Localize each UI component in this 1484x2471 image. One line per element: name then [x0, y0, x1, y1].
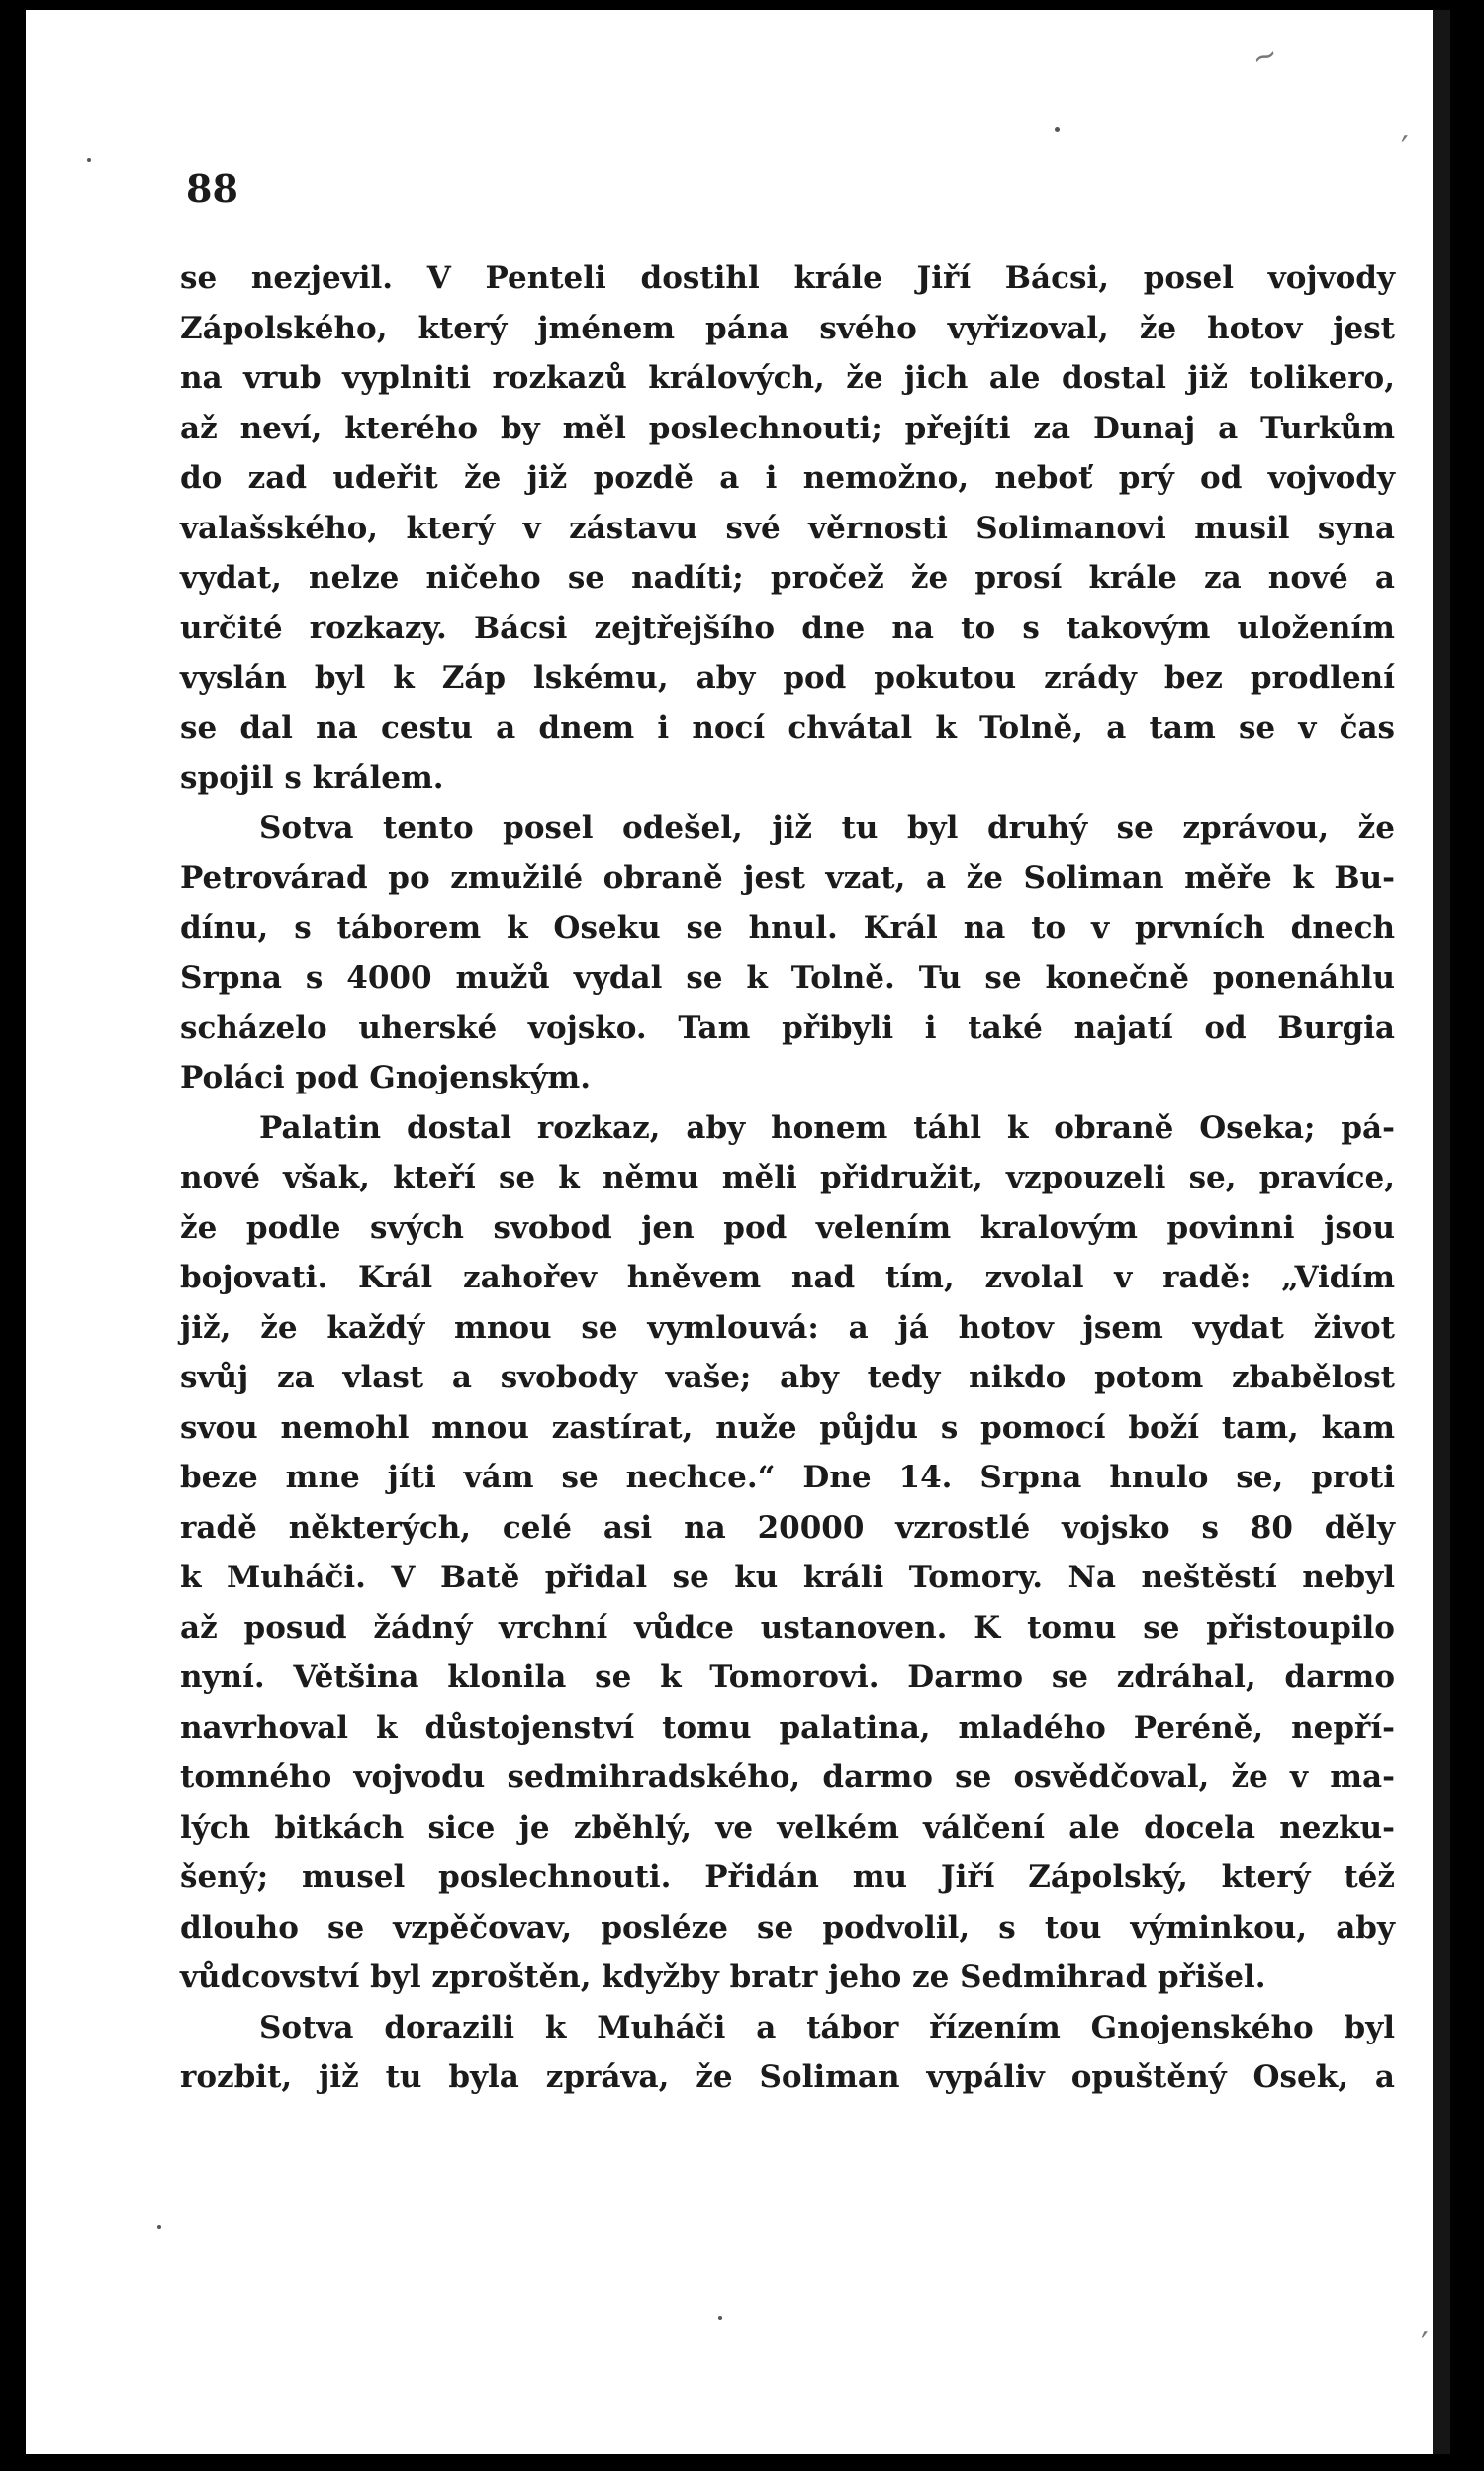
text-line: dínu, s táborem k Oseku se hnul. Král na to v prvních dnech: [180, 909, 1395, 946]
paragraph-2: [180, 804, 1395, 1103]
text-line: Poláci pod Gnojenským.: [180, 1060, 591, 1095]
text-line: scházelo uherské vojsko. Tam přibyli i také najatí od Burgia: [180, 1009, 1395, 1046]
scan-mark: ′: [1421, 2326, 1429, 2365]
book-page: [26, 10, 1450, 2454]
text-line: se nezjevil. V Penteli dostihl krále Jiří Bácsi, posel vojvody: [180, 260, 1395, 296]
text-line: že podle svých svobod jen pod velením kralovým povinni jsou: [180, 1209, 1395, 1246]
text-line: rozbit, již tu byla zpráva, že Soliman vypáliv opuštěný Osek, a: [180, 2059, 1395, 2095]
text-line: svůj za vlast a svobody vaše; aby tedy nikdo potom zbabělost: [180, 1360, 1395, 1395]
text-line: spojil s králem.: [180, 760, 444, 796]
paragraph-4: [180, 2003, 1395, 2103]
scan-mark: ∼: [1247, 36, 1283, 78]
text-line: do zad udeřit že již pozdě a i nemožno, neboť prý od vojvody: [180, 460, 1395, 496]
scan-speck: [1055, 127, 1060, 132]
text-line: Sotva dorazili k Muháči a tábor řízením Gnojenského byl: [259, 2009, 1395, 2045]
text-line: lých bitkách sice je zběhlý, ve velkém válčení ale docela nezku-: [180, 1809, 1395, 1846]
text-line: svou nemohl mnou zastírat, nuže půjdu s pomocí boží tam, kam: [180, 1409, 1395, 1446]
paragraph-1: [180, 253, 1395, 804]
text-line: se dal na cestu a dnem i nocí chvátal k Tolně, a tam se v čas: [180, 710, 1395, 746]
text-line: určité rozkazy. Bácsi zejtřejšího dne na to s takovým uložením: [180, 610, 1395, 646]
page-number: 88: [186, 166, 238, 211]
text-line: k Muháči. V Batě přidal se ku králi Tomory. Na neštěstí nebyl: [180, 1560, 1395, 1595]
scan-speck: [718, 2316, 722, 2320]
text-line: Petrovárad po zmužilé obraně jest vzat, a že Soliman měře k Bu-: [180, 860, 1395, 896]
text-line: nyní. Většina klonila se k Tomorovi. Darmo se zdráhal, darmo: [180, 1660, 1395, 1695]
text-line: vyslán byl k Záp lskému, aby pod pokutou zrády bez prodlení: [180, 660, 1395, 696]
text-line: Srpna s 4000 mužů vydal se k Tolně. Tu se konečně ponenáhlu: [180, 960, 1395, 996]
text-line: bojovati. Král zahořev hněvem nad tím, zvolal v radě: „Vidím: [180, 1260, 1395, 1295]
text-line: vůdcovství byl zproštěn, kdyžby bratr jeho ze Sedmihrad přišel.: [180, 1959, 1266, 1995]
scan-speck: [157, 2225, 161, 2229]
text-line: Palatin dostal rozkaz, aby honem táhl k obraně Oseka; pá-: [259, 1109, 1395, 1146]
text-line: vydat, nelze ničeho se nadíti; pročež že prosí krále za nové a: [180, 560, 1395, 596]
text-line: beze mne jíti vám se nechce.“ Dne 14. Srpna hnulo se, proti: [180, 1460, 1395, 1495]
text-line: nové však, kteří se k němu měli přidružit, vzpouzeli se, pravíce,: [180, 1160, 1395, 1195]
text-line: navrhoval k důstojenství tomu palatina, mladého Peréně, nepří-: [180, 1709, 1395, 1746]
text-line: již, že každý mnou se vymlouvá: a já hotov jsem vydat život: [180, 1309, 1395, 1346]
text-line: radě některých, celé asi na 20000 vzrostlé vojsko s 80 děly: [180, 1509, 1395, 1546]
text-line: až neví, kterého by měl poslechnouti; přejíti za Dunaj a Turkům: [180, 410, 1395, 446]
text-line: Sotva tento posel odešel, již tu byl druhý se zprávou, že: [259, 809, 1395, 846]
text-line: na vrub vyplniti rozkazů králových, že jich ale dostal již tolikero,: [180, 360, 1395, 396]
scan-mark: ′: [1401, 129, 1409, 168]
scan-speck: [87, 158, 91, 162]
text-line: dlouho se vzpěčovav, posléze se podvolil, s tou výminkou, aby: [180, 1909, 1395, 1946]
body-text: [180, 253, 1395, 2103]
text-line: až posud žádný vrchní vůdce ustanoven. K tomu se přistoupilo: [180, 1609, 1395, 1646]
text-line: šený; musel poslechnouti. Přidán mu Jiří Zápolský, který též: [180, 1859, 1395, 1895]
paragraph-3: [180, 1103, 1395, 2003]
text-line: tomného vojvodu sedmihradského, darmo se osvědčoval, že v ma-: [180, 1759, 1395, 1795]
text-line: Zápolského, který jménem pána svého vyřizoval, že hotov jest: [180, 310, 1395, 346]
text-line: valašského, který v zástavu své věrnosti Solimanovi musil syna: [180, 510, 1395, 546]
